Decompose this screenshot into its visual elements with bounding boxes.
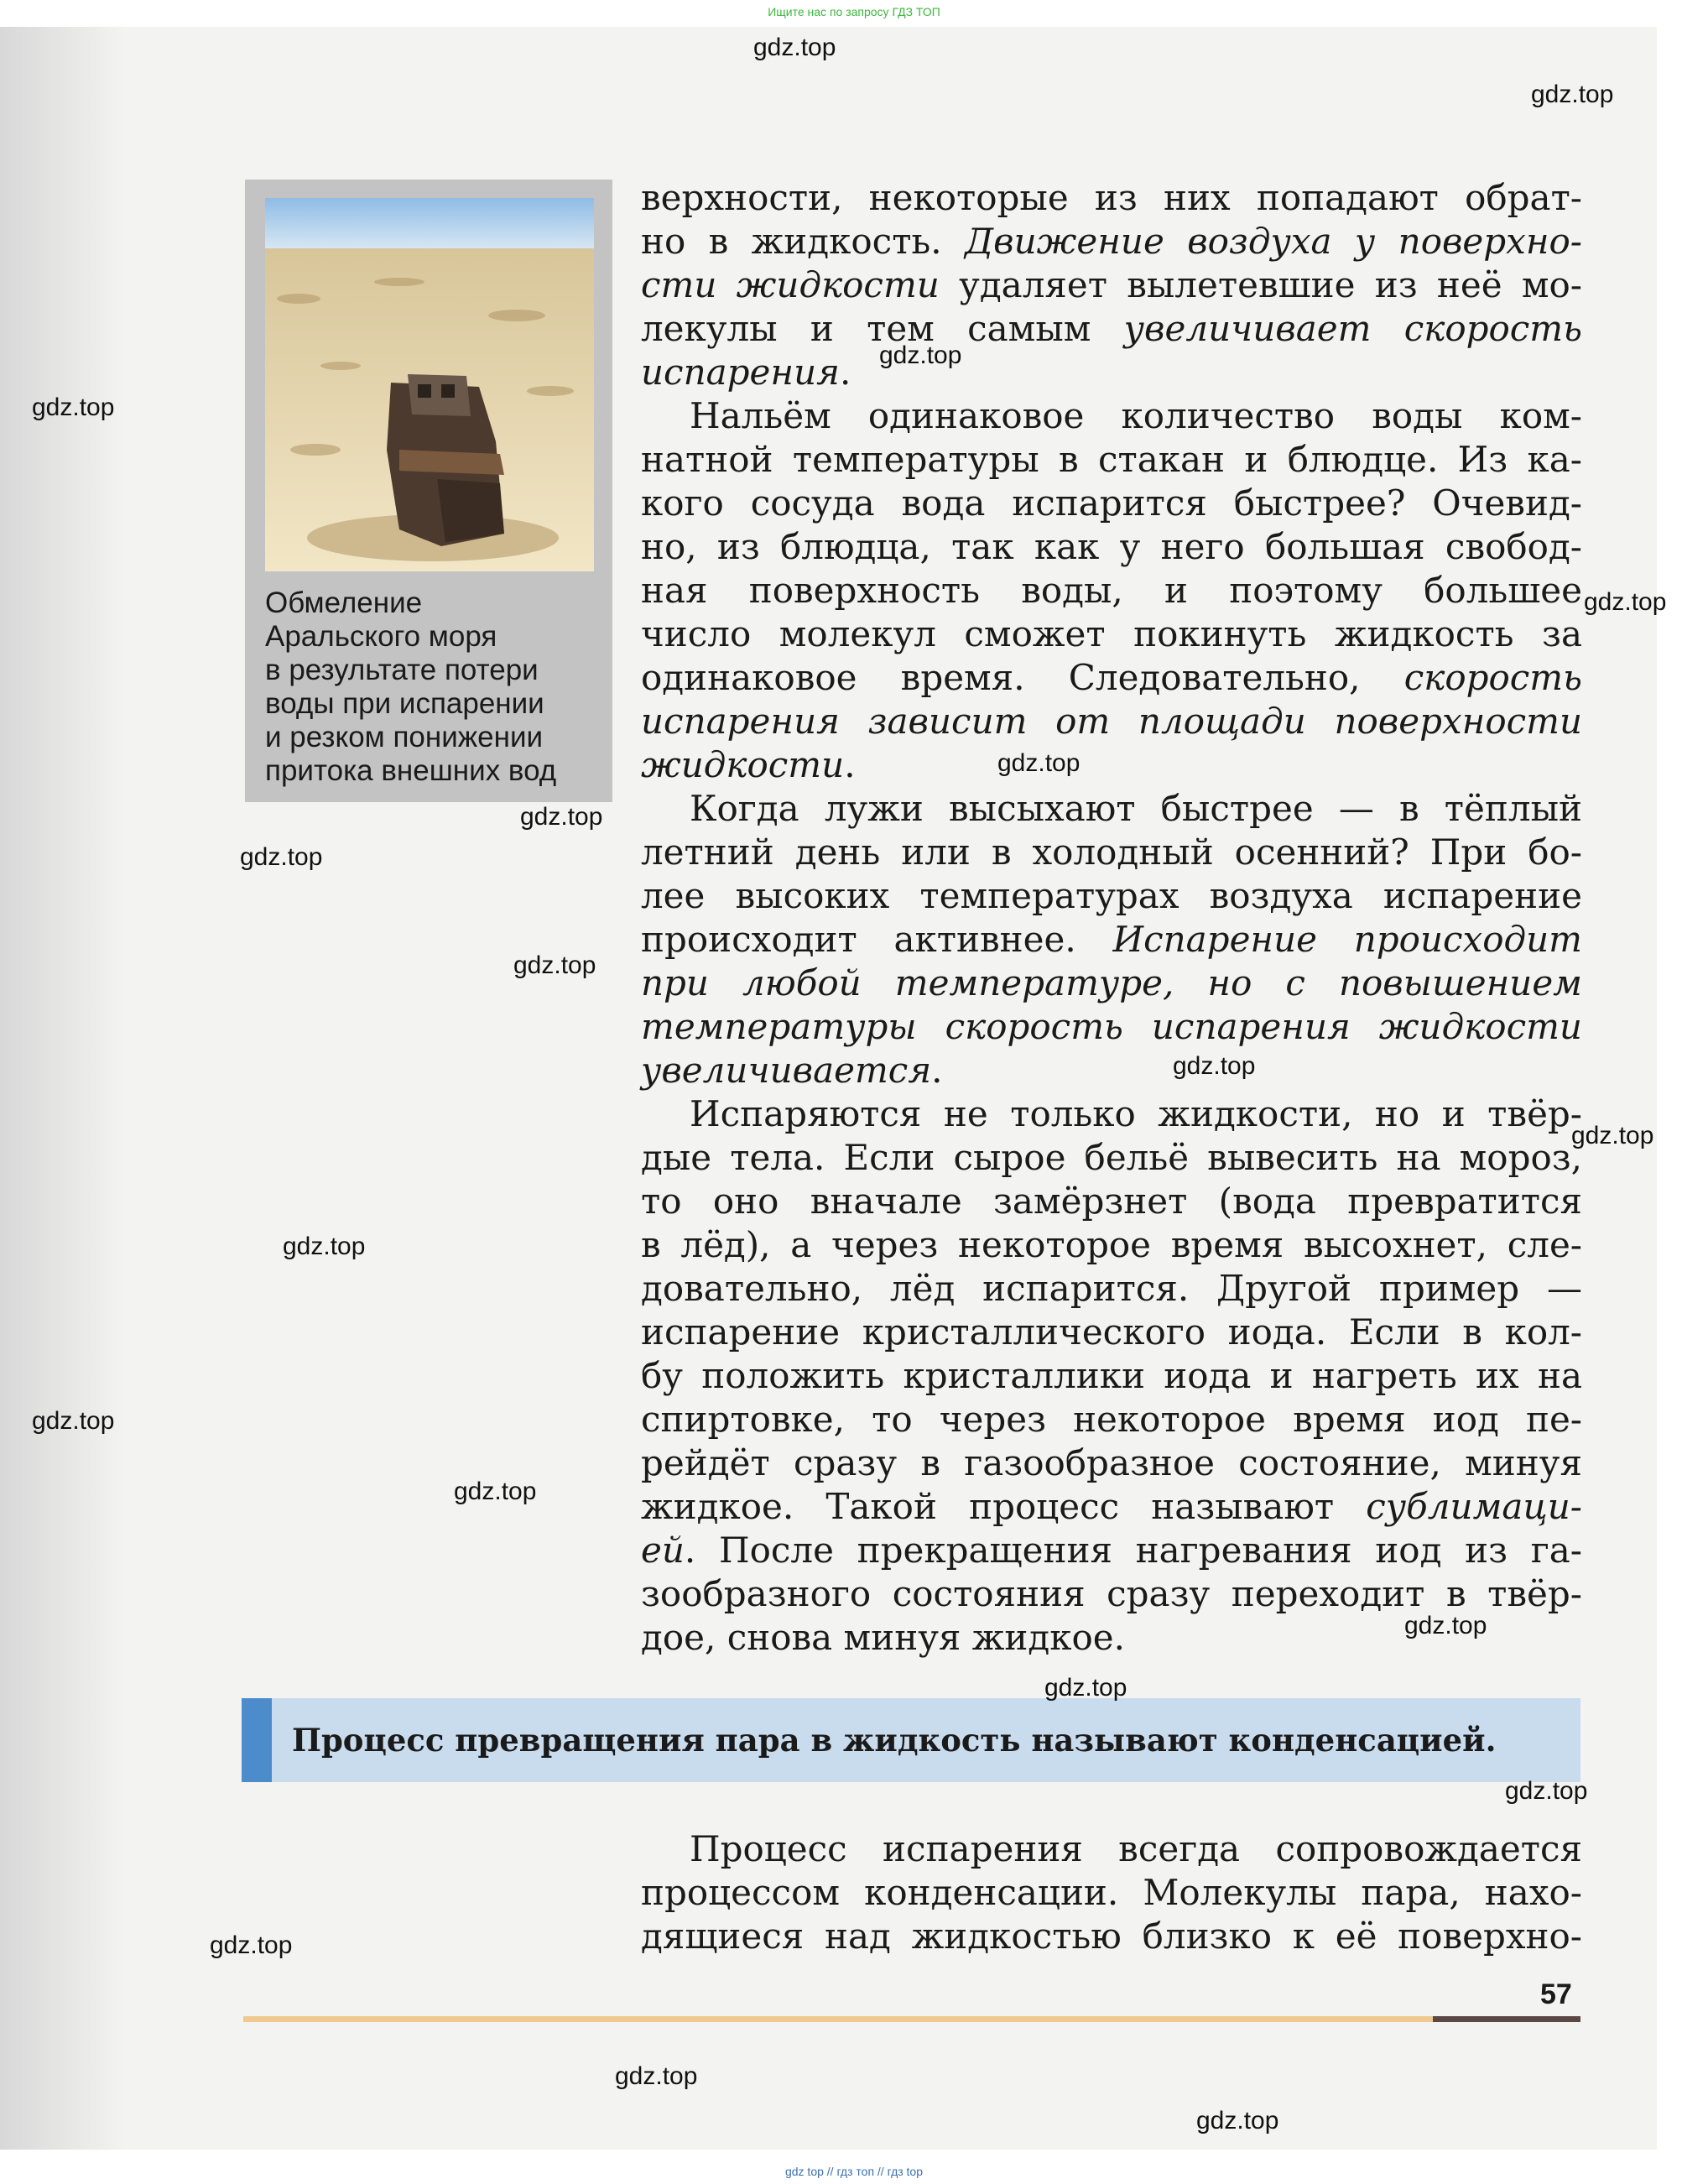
caption-line: в результате потери — [265, 654, 539, 686]
text-segment: лее высоких температурах воздуха испарение — [641, 875, 1582, 916]
text-line — [641, 962, 1582, 1005]
text-segment: дое, снова минуя жидкое. — [641, 1617, 1125, 1658]
text-segment: зообразного состояния сразу переходит в твёр- — [641, 1573, 1582, 1614]
emphasized-text: увеличивается — [641, 1050, 932, 1091]
text-line — [641, 1915, 1582, 1958]
watermark: gdz.top — [1404, 1612, 1487, 1639]
main-text-column — [641, 176, 1582, 1660]
watermark: gdz.top — [753, 34, 836, 61]
text-segment: . — [839, 352, 851, 393]
text-segment: спиртовке, то через некоторое время иод пе- — [641, 1399, 1582, 1440]
watermark: gdz.top — [520, 803, 603, 831]
text-segment: . После прекращения нагревания иод из га- — [684, 1530, 1582, 1571]
text-line — [641, 1441, 1582, 1485]
text-line — [641, 743, 1582, 787]
watermark: gdz.top — [1196, 2107, 1279, 2134]
watermark: gdz.top — [283, 1233, 366, 1260]
footer-rule-accent — [1433, 2016, 1580, 2022]
caption-line: Аральского моря — [265, 620, 497, 653]
text-segment: в лёд), а через некоторое время высохнет, сле- — [641, 1224, 1582, 1265]
ship-illustration — [265, 198, 594, 571]
text-line — [641, 1398, 1582, 1441]
watermark: gdz.top — [32, 394, 115, 421]
definition-box — [242, 1698, 1580, 1782]
text-line — [641, 482, 1582, 525]
watermark: gdz.top — [1531, 81, 1614, 108]
watermark: gdz.top — [615, 2062, 698, 2090]
text-line — [641, 1529, 1582, 1572]
top-banner-link[interactable]: Ищите нас по запросу ГДЗ ТОП — [768, 5, 940, 18]
text-segment: дящиеся над жидкостью близко к её поверхно- — [641, 1916, 1582, 1957]
emphasized-text: при любой температуре, но с повышением — [641, 962, 1582, 1003]
watermark: gdz.top — [240, 843, 323, 871]
text-line — [641, 351, 1582, 394]
emphasized-text: испарения зависит от площади поверхности — [641, 701, 1582, 742]
text-segment: удаляет вылетевшие из неё мо- — [939, 264, 1582, 305]
text-segment: Нальём одинаковое количество воды ком- — [690, 395, 1582, 436]
text-line — [641, 1092, 1582, 1136]
text-segment: то оно вначале замёрзнет (вода превратится — [641, 1181, 1582, 1222]
text-line — [641, 1223, 1582, 1267]
definition-text: Процесс превращения пара в жидкость называют конденсацией. — [292, 1722, 1497, 1759]
text-segment: жидкое. Такой процесс называют — [641, 1486, 1367, 1527]
emphasized-text: ей — [641, 1530, 685, 1571]
emphasized-text: Движение воздуха у поверхно- — [965, 221, 1582, 262]
text-segment: довательно, лёд испарится. Другой пример — — [641, 1268, 1582, 1309]
text-segment: бу положить кристаллики иода и нагреть их на — [641, 1355, 1582, 1396]
emphasized-text: жидкости — [641, 744, 845, 785]
emphasized-text: сти жидкости — [641, 264, 940, 305]
emphasized-text: увеличивает скорость — [1123, 308, 1582, 349]
footer-rule — [243, 2016, 1433, 2022]
text-segment: лекулы и тем самым — [641, 308, 1124, 349]
emphasized-text: скорость — [1403, 657, 1582, 698]
text-segment: летний день или в холодный осенний? При бо- — [641, 831, 1582, 873]
text-line — [641, 1827, 1582, 1871]
page-number: 57 — [1540, 1978, 1572, 2010]
text-line — [641, 1267, 1582, 1311]
text-line — [641, 220, 1582, 263]
text-line — [641, 612, 1582, 656]
text-line — [641, 176, 1582, 220]
text-segment: . — [844, 744, 856, 785]
text-segment: верхности, некоторые из них попадают обрат- — [641, 177, 1582, 218]
text-line — [641, 874, 1582, 918]
text-segment: процессом конденсации. Молекулы пара, нахо- — [641, 1872, 1582, 1913]
caption-line: Обмеление — [265, 586, 423, 619]
text-segment: Когда лужи высыхают быстрее — в тёплый — [690, 788, 1582, 829]
text-line — [641, 1049, 1582, 1092]
figure-aral-sea — [245, 180, 612, 802]
caption-line: и резком понижении — [265, 721, 544, 753]
text-segment: Процесс испарения всегда сопровождается — [690, 1828, 1582, 1869]
text-line — [641, 831, 1582, 874]
watermark: gdz.top — [1505, 1777, 1588, 1805]
text-line — [641, 1485, 1582, 1529]
text-segment: число молекул сможет покинуть жидкость за — [641, 613, 1582, 654]
text-line — [641, 525, 1582, 569]
text-line — [641, 787, 1582, 831]
text-segment: происходит активнее. — [641, 919, 1113, 960]
text-line — [641, 700, 1582, 743]
emphasized-text: сублимаци- — [1366, 1486, 1582, 1527]
text-line — [641, 394, 1582, 438]
emphasized-text: испарения — [641, 352, 840, 393]
text-line — [641, 1871, 1582, 1915]
watermark: gdz.top — [1044, 1674, 1127, 1702]
caption-line: воды при испарении — [265, 687, 544, 720]
text-line — [641, 1572, 1582, 1616]
watermark: gdz.top — [1571, 1122, 1654, 1149]
text-line — [641, 438, 1582, 482]
watermark: gdz.top — [513, 951, 596, 979]
text-line — [641, 263, 1582, 307]
text-segment: кого сосуда вода испарится быстрее? Очевид- — [641, 482, 1582, 524]
text-line — [641, 1136, 1582, 1180]
text-line — [641, 307, 1582, 351]
text-line — [641, 1180, 1582, 1223]
caption-line: притока внешних вод — [265, 754, 557, 787]
text-line — [641, 1005, 1582, 1049]
text-segment: ная поверхность воды, и поэтому большее — [641, 570, 1582, 611]
text-segment: но в жидкость. — [641, 221, 966, 262]
text-line — [641, 918, 1582, 962]
definition-box-accent — [242, 1698, 272, 1782]
emphasized-text: Испарение происходит — [1112, 919, 1582, 960]
watermark: gdz.top — [32, 1407, 115, 1435]
text-segment: рейдёт сразу в газообразное состояние, минуя — [641, 1442, 1582, 1483]
watermark: gdz.top — [454, 1478, 537, 1505]
text-segment: . — [931, 1050, 943, 1091]
text-line — [641, 1354, 1582, 1398]
text-line — [641, 569, 1582, 612]
continued-text-column — [641, 1827, 1582, 1958]
emphasized-text: температуры скорость испарения жидкости — [641, 1006, 1582, 1047]
watermark: gdz.top — [1584, 588, 1667, 616]
page-spine-shadow — [0, 27, 126, 2150]
text-segment: Испаряются не только жидкости, но и твёр- — [690, 1093, 1582, 1134]
text-segment: натной температуры в стакан и блюдце. Из ка- — [641, 439, 1582, 480]
text-line — [641, 656, 1582, 700]
photo-stranded-ship — [265, 198, 594, 571]
bottom-banner-link[interactable]: gdz top // гдз топ // гдз top — [784, 2165, 924, 2178]
figure-caption — [265, 586, 601, 788]
watermark: gdz.top — [210, 1931, 293, 1959]
watermark: gdz.top — [997, 749, 1081, 777]
text-segment: но, из блюдца, так как у него большая свобод- — [641, 526, 1582, 567]
watermark: gdz.top — [879, 341, 962, 369]
text-line — [641, 1311, 1582, 1354]
text-segment: дые тела. Если сырое бельё вывесить на мороз, — [641, 1137, 1582, 1178]
text-segment: испарение кристаллического иода. Если в кол- — [641, 1311, 1582, 1353]
watermark: gdz.top — [1173, 1052, 1256, 1080]
text-segment: одинаковое время. Следовательно, — [641, 657, 1404, 698]
